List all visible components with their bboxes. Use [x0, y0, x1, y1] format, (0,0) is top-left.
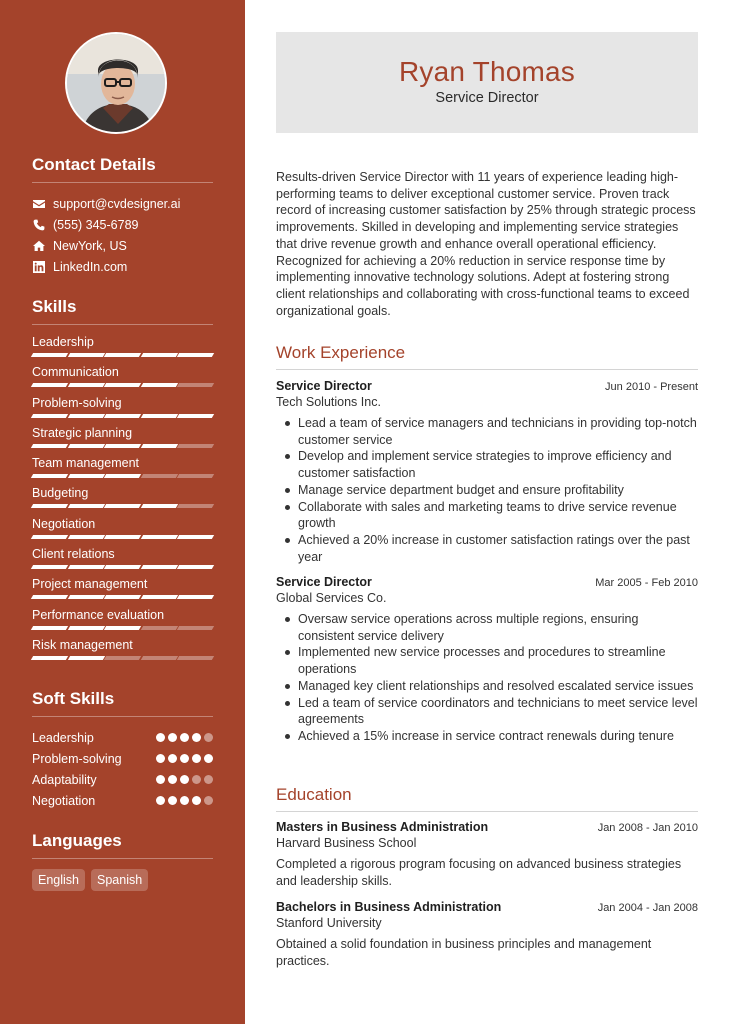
skill-level-bar [32, 626, 213, 630]
job-date: Jun 2010 - Present [605, 381, 698, 393]
skill-level-bar [32, 383, 213, 387]
skill-level-segment [177, 444, 214, 448]
school-name: Harvard Business School [276, 836, 417, 850]
envelope-icon [32, 197, 46, 211]
skill-level-segment [31, 504, 68, 508]
skill-level-segment [67, 595, 104, 599]
skill-level-segment [67, 656, 104, 660]
skill-level-segment [177, 535, 214, 539]
skill-level-segment [31, 474, 68, 478]
skill-item [32, 456, 213, 486]
skill-level-segment [141, 595, 178, 599]
soft-skill-rating [156, 733, 213, 742]
skill-level-segment [104, 353, 141, 357]
languages-title: Languages [32, 831, 213, 859]
skill-level-segment [31, 565, 68, 569]
education-description: Completed a rigorous program focusing on advanced business strategies and leadership skills. [276, 857, 682, 888]
skill-name: Performance evaluation [32, 607, 165, 622]
skill-level-segment [67, 353, 104, 357]
skill-level-segment [177, 383, 214, 387]
work-experience-title: Work Experience [276, 343, 698, 370]
skill-level-segment [67, 626, 104, 630]
job-company: Global Services Co. [276, 591, 387, 605]
soft-skill-name: Problem-solving [32, 751, 122, 766]
education-entry [276, 820, 698, 889]
profile-photo [65, 32, 167, 134]
contact-phone-text: (555) 345-6789 [53, 217, 139, 232]
rating-dot [192, 796, 201, 805]
skill-level-segment [177, 595, 214, 599]
skill-level-segment [104, 535, 141, 539]
rating-dot [180, 796, 189, 805]
soft-skills-title: Soft Skills [32, 689, 213, 717]
skill-level-segment [104, 474, 141, 478]
skill-level-segment [31, 383, 68, 387]
skill-name: Team management [32, 456, 140, 471]
skill-level-segment [177, 474, 214, 478]
skill-level-segment [177, 414, 214, 418]
soft-skill-item [32, 769, 213, 790]
job-bullet: Develop and implement service strategies to improve efficiency and customer satisfaction [298, 448, 698, 481]
job-bullet: Manage service department budget and ensure profitability [298, 482, 698, 499]
skill-level-bar [32, 504, 213, 508]
job-title: Service Director [276, 379, 372, 393]
contact-section [32, 155, 213, 277]
soft-skill-rating [156, 754, 213, 763]
contact-linkedin-text: LinkedIn.com [53, 259, 128, 274]
skill-level-bar [32, 414, 213, 418]
rating-dot [156, 754, 165, 763]
skill-level-segment [141, 535, 178, 539]
language-chip: Spanish [91, 869, 148, 891]
rating-dot [156, 775, 165, 784]
contact-linkedin[interactable] [32, 256, 213, 277]
skill-item [32, 396, 213, 426]
rating-dot [156, 796, 165, 805]
skill-item [32, 577, 213, 607]
skill-level-segment [31, 353, 68, 357]
soft-skill-item [32, 790, 213, 811]
rating-dot [168, 754, 177, 763]
candidate-name: Ryan Thomas [399, 56, 575, 87]
job-bullet: Achieved a 15% increase in service contract renewals during tenure [298, 728, 698, 745]
skill-name: Strategic planning [32, 425, 133, 440]
skill-name: Client relations [32, 547, 115, 562]
skill-level-segment [67, 383, 104, 387]
job-bullets [276, 611, 698, 745]
skill-level-segment [31, 444, 68, 448]
skill-level-segment [31, 656, 68, 660]
skill-item [32, 365, 213, 395]
job-bullet: Managed key client relationships and resolved escalated service issues [298, 678, 698, 695]
soft-skill-name: Leadership [32, 730, 94, 745]
skill-level-bar [32, 656, 213, 660]
skill-level-segment [67, 474, 104, 478]
skill-level-bar [32, 444, 213, 448]
sidebar [0, 0, 245, 1024]
contact-title: Contact Details [32, 155, 213, 183]
soft-skill-rating [156, 796, 213, 805]
skill-item [32, 486, 213, 516]
soft-skills-section [32, 689, 213, 811]
languages-list [32, 869, 213, 891]
contact-location-text: NewYork, US [53, 238, 127, 253]
skills-title: Skills [32, 297, 213, 325]
summary: Results-driven Service Director with 11 years of experience leading high-performing teams to deliver exceptional customer service. Proven track record of increasing customer satisfaction by 25% through strategic process improvements. Skilled in developing and implementing service strategies that drive revenue growth and enhance overall operational efficiency. Recognized for achieving a 20% reduction in service response time by implementing innovative technology solutions. Adept at fostering strong client relationships and collaborating with cross-functional teams to exceed organizational goals. [276, 170, 696, 318]
contact-location [32, 235, 213, 256]
linkedin-icon [32, 260, 46, 274]
skill-level-segment [104, 565, 141, 569]
skill-item [32, 547, 213, 577]
job-bullet: Implemented new service processes and procedures to streamline operations [298, 644, 698, 677]
soft-skill-name: Negotiation [32, 793, 96, 808]
skill-name: Leadership [32, 335, 94, 349]
skill-name: Negotiation [32, 516, 96, 531]
skill-level-segment [31, 535, 68, 539]
rating-dot [168, 796, 177, 805]
rating-dot [204, 796, 213, 805]
skill-item [32, 517, 213, 547]
rating-dot [180, 733, 189, 742]
skill-name: Budgeting [32, 486, 89, 501]
skill-item [32, 608, 213, 638]
skill-level-segment [67, 414, 104, 418]
skill-level-segment [177, 626, 214, 630]
skill-level-bar [32, 474, 213, 478]
skill-level-segment [104, 383, 141, 387]
skill-level-segment [141, 444, 178, 448]
skill-level-bar [32, 595, 213, 599]
skill-level-segment [31, 414, 68, 418]
skill-level-segment [141, 565, 178, 569]
candidate-role: Service Director [435, 90, 539, 106]
job-bullets [276, 415, 698, 565]
language-chip: English [32, 869, 85, 891]
rating-dot [192, 775, 201, 784]
languages-section [32, 831, 213, 891]
contact-phone[interactable] [32, 214, 213, 235]
rating-dot [168, 775, 177, 784]
soft-skill-item [32, 748, 213, 769]
skill-level-segment [141, 353, 178, 357]
job-date: Mar 2005 - Feb 2010 [595, 577, 698, 589]
soft-skill-name: Adaptability [32, 772, 97, 787]
education-entry [276, 900, 698, 969]
skill-level-segment [104, 414, 141, 418]
skill-item [32, 426, 213, 456]
degree-title: Masters in Business Administration [276, 820, 489, 834]
skill-level-segment [67, 565, 104, 569]
skill-level-segment [67, 504, 104, 508]
school-name: Stanford University [276, 916, 382, 930]
skills-section [32, 297, 213, 668]
skill-level-segment [104, 504, 141, 508]
skill-name: Project management [32, 577, 148, 592]
home-icon [32, 239, 46, 253]
soft-skill-item [32, 727, 213, 748]
education-date: Jan 2008 - Jan 2010 [597, 822, 698, 834]
skill-level-segment [177, 353, 214, 357]
skill-level-bar [32, 535, 213, 539]
skill-level-segment [141, 626, 178, 630]
skill-level-segment [104, 626, 141, 630]
job-bullet: Collaborate with sales and marketing teams to drive service revenue growth [298, 499, 698, 532]
skill-name: Communication [32, 365, 119, 380]
education-date: Jan 2004 - Jan 2008 [597, 902, 698, 914]
skill-item [32, 335, 213, 365]
skill-name: Risk management [32, 637, 133, 652]
rating-dot [180, 775, 189, 784]
skill-level-segment [31, 626, 68, 630]
header-box [276, 32, 698, 133]
contact-email-text: support@cvdesigner.ai [53, 196, 181, 211]
soft-skills-list [32, 727, 213, 811]
education-title: Education [276, 785, 698, 812]
rating-dot [180, 754, 189, 763]
job-bullet: Led a team of service coordinators and technicians to meet service level agreements [298, 695, 698, 727]
rating-dot [204, 733, 213, 742]
job-bullet: Lead a team of service managers and technicians in providing top-notch customer service [298, 416, 697, 447]
rating-dot [204, 775, 213, 784]
job-bullet: Oversaw service operations across multiple regions, ensuring consistent service delivery [298, 611, 698, 644]
skill-level-segment [177, 656, 214, 660]
rating-dot [168, 733, 177, 742]
skill-level-segment [141, 504, 178, 508]
job-bullet: Achieved a 20% increase in customer satisfaction ratings over the past year [298, 532, 698, 565]
skill-level-segment [104, 656, 141, 660]
soft-skill-rating [156, 775, 213, 784]
skill-level-segment [67, 444, 104, 448]
skill-level-segment [141, 474, 178, 478]
skill-level-segment [31, 595, 68, 599]
skill-item [32, 638, 213, 668]
skill-level-bar [32, 565, 213, 569]
rating-dot [192, 733, 201, 742]
education-description: Obtained a solid foundation in business principles and management practices. [276, 937, 652, 968]
skill-level-segment [67, 535, 104, 539]
degree-title: Bachelors in Business Administration [276, 900, 502, 914]
job-entry [276, 379, 698, 565]
skill-level-segment [177, 565, 214, 569]
skill-level-segment [104, 595, 141, 599]
job-company: Tech Solutions Inc. [276, 395, 381, 409]
phone-icon [32, 218, 46, 232]
skill-name: Problem-solving [32, 395, 122, 410]
skill-level-segment [104, 444, 141, 448]
rating-dot [192, 754, 201, 763]
skills-list [32, 335, 213, 668]
skill-level-segment [141, 414, 178, 418]
rating-dot [156, 733, 165, 742]
job-title: Service Director [276, 575, 372, 589]
contact-email[interactable] [32, 193, 213, 214]
job-entry [276, 575, 698, 745]
skill-level-bar [32, 353, 213, 357]
skill-level-segment [141, 383, 178, 387]
rating-dot [204, 754, 213, 763]
skill-level-segment [177, 504, 214, 508]
skill-level-segment [141, 656, 178, 660]
